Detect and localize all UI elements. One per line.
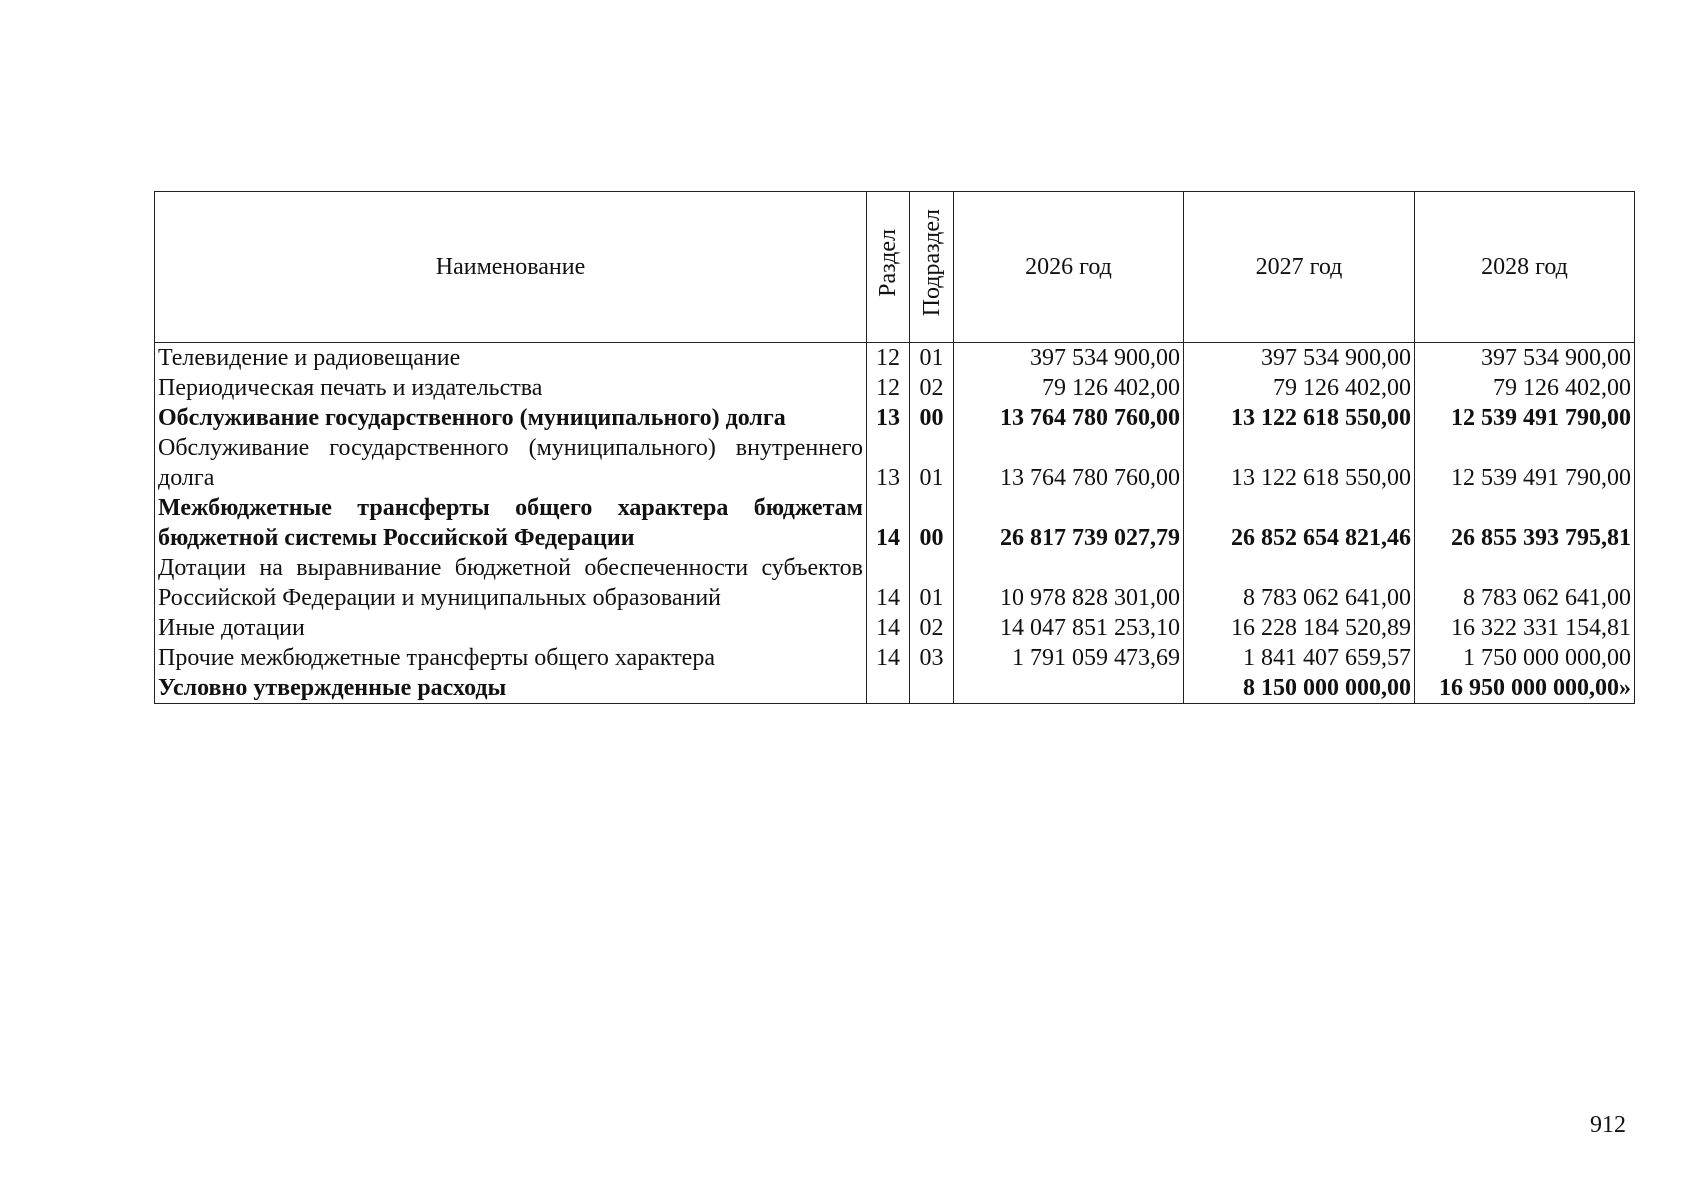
table-row (155, 643, 1635, 673)
row-subsection: 02 (910, 373, 954, 403)
row-name: Межбюджетные трансферты общего характера бюджетам бюджетной системы Российской Федерации (155, 493, 867, 553)
row-2028: 26 855 393 795,81 (1415, 493, 1635, 553)
table-row (155, 673, 1635, 704)
row-section (867, 673, 910, 704)
budget-table (154, 191, 1635, 704)
row-subsection: 01 (910, 433, 954, 493)
row-2026: 26 817 739 027,79 (954, 493, 1184, 553)
header-2027: 2027 год (1184, 192, 1415, 343)
row-2028: 12 539 491 790,00 (1415, 433, 1635, 493)
row-name: Периодическая печать и издательства (155, 373, 867, 403)
row-section: 13 (867, 433, 910, 493)
row-subsection: 02 (910, 613, 954, 643)
row-2026: 1 791 059 473,69 (954, 643, 1184, 673)
header-name: Наименование (155, 192, 867, 343)
table-row (155, 493, 1635, 553)
header-subsection-label: Подраздел (918, 209, 945, 317)
row-2028: 16 950 000 000,00» (1415, 673, 1635, 704)
row-section: 14 (867, 553, 910, 613)
row-name: Обслуживание государственного (муниципального) долга (155, 403, 867, 433)
row-2028: 397 534 900,00 (1415, 343, 1635, 374)
row-2028: 79 126 402,00 (1415, 373, 1635, 403)
row-subsection: 01 (910, 343, 954, 374)
table-row (155, 553, 1635, 613)
row-2028: 8 783 062 641,00 (1415, 553, 1635, 613)
row-section: 14 (867, 493, 910, 553)
row-2027: 13 122 618 550,00 (1184, 433, 1415, 493)
row-2027: 79 126 402,00 (1184, 373, 1415, 403)
row-2026: 14 047 851 253,10 (954, 613, 1184, 643)
row-section: 12 (867, 343, 910, 374)
row-section: 14 (867, 643, 910, 673)
header-2026: 2026 год (954, 192, 1184, 343)
table-row (155, 373, 1635, 403)
header-section-label: Раздел (875, 229, 901, 297)
row-2028: 1 750 000 000,00 (1415, 643, 1635, 673)
row-section: 13 (867, 403, 910, 433)
table-header (155, 192, 1635, 343)
row-2027: 26 852 654 821,46 (1184, 493, 1415, 553)
row-name: Обслуживание государственного (муниципального) внутреннего долга (155, 433, 867, 493)
row-subsection: 01 (910, 553, 954, 613)
row-2026: 10 978 828 301,00 (954, 553, 1184, 613)
row-subsection: 03 (910, 643, 954, 673)
header-2028: 2028 год (1415, 192, 1635, 343)
row-2026: 13 764 780 760,00 (954, 403, 1184, 433)
row-2027: 8 783 062 641,00 (1184, 553, 1415, 613)
header-section (867, 192, 910, 343)
row-subsection (910, 673, 954, 704)
header-subsection (910, 192, 954, 343)
row-name: Иные дотации (155, 613, 867, 643)
row-section: 14 (867, 613, 910, 643)
table-row (155, 433, 1635, 493)
table-row (155, 343, 1635, 374)
row-name: Условно утвержденные расходы (155, 673, 867, 704)
row-name: Телевидение и радиовещание (155, 343, 867, 374)
row-2026: 13 764 780 760,00 (954, 433, 1184, 493)
row-2026: 79 126 402,00 (954, 373, 1184, 403)
table-row (155, 613, 1635, 643)
row-2026: 397 534 900,00 (954, 343, 1184, 374)
row-name: Прочие межбюджетные трансферты общего характера (155, 643, 867, 673)
table-body (155, 343, 1635, 704)
table-row (155, 403, 1635, 433)
header-row (155, 192, 1635, 343)
row-2027: 8 150 000 000,00 (1184, 673, 1415, 704)
row-section: 12 (867, 373, 910, 403)
row-2027: 13 122 618 550,00 (1184, 403, 1415, 433)
row-2027: 397 534 900,00 (1184, 343, 1415, 374)
row-2028: 12 539 491 790,00 (1415, 403, 1635, 433)
row-2027: 16 228 184 520,89 (1184, 613, 1415, 643)
row-subsection: 00 (910, 493, 954, 553)
row-2026 (954, 673, 1184, 704)
row-name: Дотации на выравнивание бюджетной обеспеченности субъектов Российской Федерации и муниципальных образований (155, 553, 867, 613)
page-number: 912 (1590, 1112, 1626, 1138)
row-2028: 16 322 331 154,81 (1415, 613, 1635, 643)
row-2027: 1 841 407 659,57 (1184, 643, 1415, 673)
row-subsection: 00 (910, 403, 954, 433)
